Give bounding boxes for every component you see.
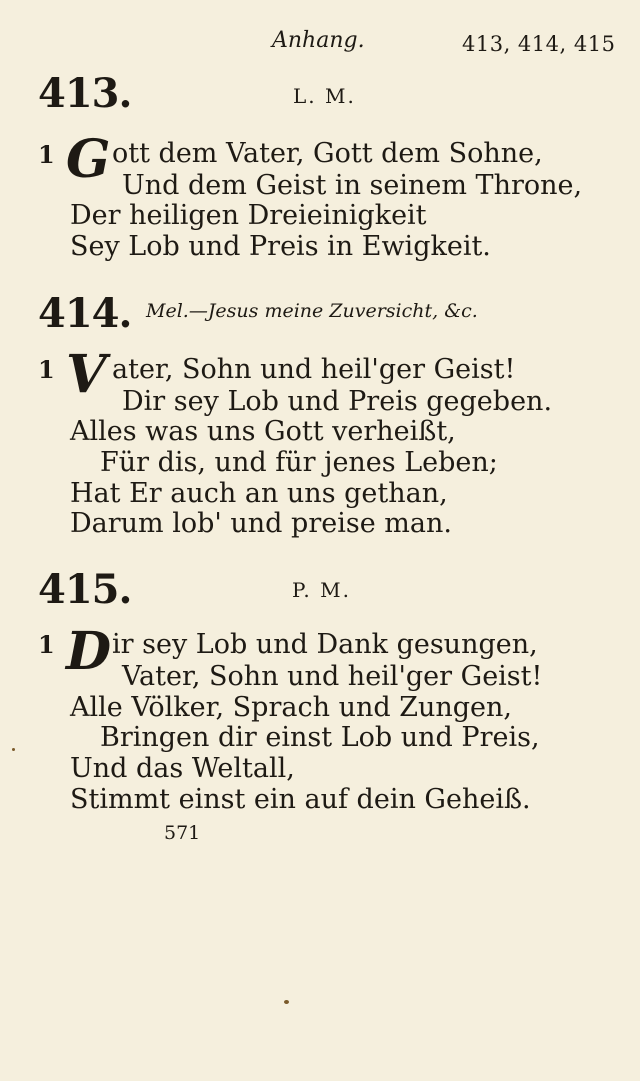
drop-cap: G: [66, 129, 111, 190]
hymn-line: Hat Er auch an uns gethan,: [70, 478, 448, 509]
hymn-line: Sey Lob und Preis in Ewigkeit.: [70, 231, 491, 262]
hymn-number: 415.: [38, 566, 132, 613]
hymn-number: 414.: [38, 290, 132, 337]
hymn-meter: P. M.: [292, 578, 351, 602]
hymn-line: ir sey Lob und Dank gesungen,: [112, 629, 538, 660]
hymn-line: Darum lob' und preise man.: [70, 508, 452, 539]
hymn-melody: Mel.—Jesus meine Zuversicht, &c.: [146, 300, 478, 322]
verse-number: 1: [38, 630, 55, 659]
page-number: 571: [164, 822, 201, 844]
hymn-range: 413, 414, 415: [462, 32, 616, 56]
drop-cap: V: [66, 344, 107, 405]
hymn-meter: L. M.: [293, 84, 356, 108]
hymn-line: Alles was uns Gott verheißt,: [70, 416, 456, 447]
hymn-line: Und dem Geist in seinem Throne,: [122, 170, 583, 201]
hymn-line: Vater, Sohn und heil'ger Geist!: [122, 661, 543, 692]
paper-spot: [12, 748, 15, 751]
running-head: Anhang.: [272, 28, 365, 53]
hymn-line: Für dis, und für jenes Leben;: [100, 447, 498, 478]
verse-number: 1: [38, 140, 55, 169]
verse-number: 1: [38, 355, 55, 384]
drop-cap: D: [66, 621, 112, 682]
hymn-line: ater, Sohn und heil'ger Geist!: [112, 354, 516, 385]
hymn-line: Dir sey Lob und Preis gegeben.: [122, 386, 553, 417]
hymn-number: 413.: [38, 70, 132, 117]
hymn-line: Stimmt einst ein auf dein Geheiß.: [70, 784, 531, 815]
hymn-line: ott dem Vater, Gott dem Sohne,: [112, 138, 543, 169]
paper-spot: [284, 1000, 289, 1004]
hymn-line: Der heiligen Dreieinigkeit: [70, 200, 427, 231]
hymn-line: Bringen dir einst Lob und Preis,: [100, 722, 540, 753]
hymn-line: Und das Weltall,: [70, 753, 295, 784]
hymn-line: Alle Völker, Sprach und Zungen,: [70, 692, 512, 723]
